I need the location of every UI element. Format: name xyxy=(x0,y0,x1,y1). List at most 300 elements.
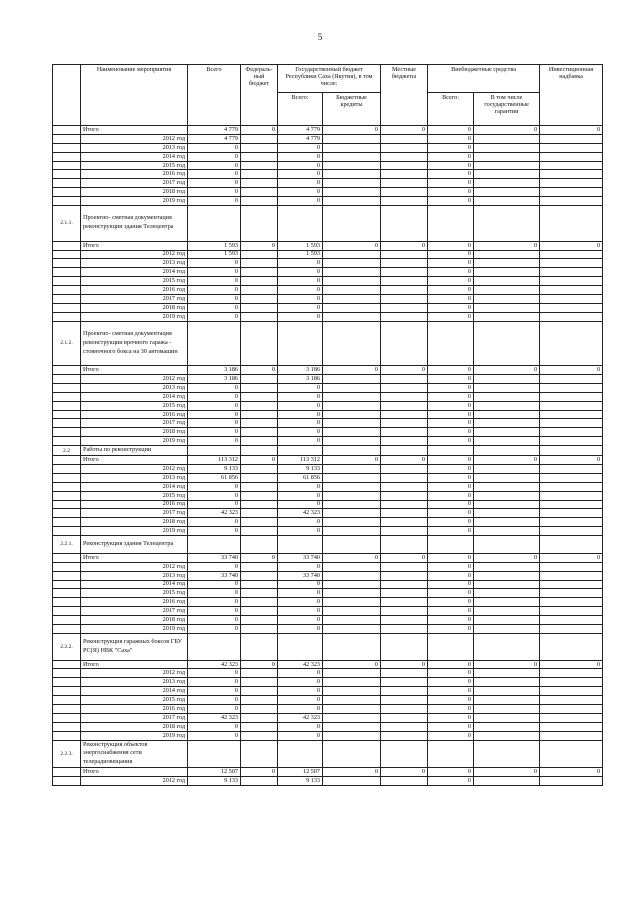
value-state: 0 xyxy=(278,518,323,527)
value-offbudget: 0 xyxy=(428,669,474,678)
value-total: 0 xyxy=(188,518,241,527)
value-guarantees xyxy=(474,268,540,277)
year-label: 2016 год xyxy=(81,170,188,179)
value-state: 0 xyxy=(278,616,323,625)
value-investment xyxy=(540,312,603,321)
value-credits xyxy=(323,607,381,616)
value-offbudget: 0 xyxy=(428,491,474,500)
value-local xyxy=(381,312,428,321)
total-local: 0 xyxy=(381,768,428,777)
value-credits xyxy=(323,687,381,696)
value-guarantees xyxy=(474,589,540,598)
value-total: 0 xyxy=(188,731,241,740)
value-credits xyxy=(323,152,381,161)
value-total: 9 133 xyxy=(188,464,241,473)
value-offbudget: 0 xyxy=(428,509,474,518)
value-credits xyxy=(323,375,381,384)
value-local xyxy=(381,383,428,392)
value-state: 0 xyxy=(278,491,323,500)
value-federal xyxy=(241,268,278,277)
value-offbudget: 0 xyxy=(428,527,474,536)
value-state: 0 xyxy=(278,277,323,286)
value-investment xyxy=(540,188,603,197)
year-row xyxy=(53,375,603,384)
value-guarantees xyxy=(474,419,540,428)
value-total: 0 xyxy=(188,277,241,286)
value-total: 0 xyxy=(188,268,241,277)
empty-cell xyxy=(381,740,428,768)
value-local xyxy=(381,687,428,696)
value-guarantees xyxy=(474,464,540,473)
value-state: 4 779 xyxy=(278,134,323,143)
value-offbudget: 0 xyxy=(428,392,474,401)
value-guarantees xyxy=(474,401,540,410)
total-state: 3 186 xyxy=(278,366,323,375)
value-total: 0 xyxy=(188,491,241,500)
value-total: 0 xyxy=(188,419,241,428)
empty-cell xyxy=(428,633,474,660)
value-state: 0 xyxy=(278,562,323,571)
value-credits xyxy=(323,678,381,687)
year-label: 2013 год xyxy=(81,143,188,152)
value-local xyxy=(381,705,428,714)
value-offbudget: 0 xyxy=(428,170,474,179)
row-code xyxy=(53,777,81,786)
value-federal xyxy=(241,294,278,303)
section-name: Реконструкция гаражных боксов ГБУ РС(Я) НВК "Саха" xyxy=(81,633,188,660)
section-name: Работы по реконструкции xyxy=(81,446,188,456)
empty-cell xyxy=(540,536,603,554)
year-label: 2013 год xyxy=(81,571,188,580)
empty-cell xyxy=(474,536,540,554)
value-local xyxy=(381,277,428,286)
value-local xyxy=(381,197,428,206)
value-state: 0 xyxy=(278,259,323,268)
value-investment xyxy=(540,268,603,277)
value-investment xyxy=(540,437,603,446)
year-row xyxy=(53,713,603,722)
value-investment xyxy=(540,616,603,625)
value-total: 0 xyxy=(188,197,241,206)
value-federal xyxy=(241,491,278,500)
value-total: 0 xyxy=(188,259,241,268)
total-all: 33 740 xyxy=(188,553,241,562)
value-guarantees xyxy=(474,161,540,170)
total-inv: 0 xyxy=(540,126,603,135)
value-local xyxy=(381,392,428,401)
total-row xyxy=(53,241,603,250)
year-row xyxy=(53,722,603,731)
value-federal xyxy=(241,250,278,259)
year-label: 2017 год xyxy=(81,179,188,188)
value-offbudget: 0 xyxy=(428,500,474,509)
header-offbudget-guarantees: В том числе государственные гарантии xyxy=(474,93,540,126)
total-federal: 0 xyxy=(241,241,278,250)
value-state: 0 xyxy=(278,687,323,696)
empty-cell xyxy=(278,206,323,242)
value-state: 0 xyxy=(278,286,323,295)
year-row xyxy=(53,687,603,696)
year-row xyxy=(53,491,603,500)
value-local xyxy=(381,473,428,482)
value-federal xyxy=(241,571,278,580)
row-code xyxy=(53,286,81,295)
value-credits xyxy=(323,419,381,428)
section-header-row xyxy=(53,633,603,660)
year-row xyxy=(53,250,603,259)
total-local: 0 xyxy=(381,456,428,465)
value-total: 1 593 xyxy=(188,250,241,259)
value-local xyxy=(381,161,428,170)
value-total: 42 323 xyxy=(188,713,241,722)
value-state: 0 xyxy=(278,722,323,731)
total-local: 0 xyxy=(381,553,428,562)
year-row xyxy=(53,598,603,607)
year-row xyxy=(53,518,603,527)
year-label: 2018 год xyxy=(81,188,188,197)
value-guarantees xyxy=(474,428,540,437)
value-investment xyxy=(540,473,603,482)
total-label: Итого xyxy=(81,553,188,562)
year-row xyxy=(53,509,603,518)
total-label: Итого xyxy=(81,366,188,375)
value-investment xyxy=(540,161,603,170)
year-label: 2017 год xyxy=(81,509,188,518)
value-credits xyxy=(323,731,381,740)
empty-cell xyxy=(241,633,278,660)
value-federal xyxy=(241,383,278,392)
value-total: 0 xyxy=(188,722,241,731)
value-offbudget: 0 xyxy=(428,696,474,705)
year-label: 2017 год xyxy=(81,419,188,428)
value-local xyxy=(381,678,428,687)
value-investment xyxy=(540,562,603,571)
value-investment xyxy=(540,428,603,437)
value-federal xyxy=(241,722,278,731)
value-offbudget: 0 xyxy=(428,268,474,277)
value-investment xyxy=(540,134,603,143)
empty-cell xyxy=(540,633,603,660)
value-federal xyxy=(241,419,278,428)
row-code xyxy=(53,696,81,705)
value-guarantees xyxy=(474,188,540,197)
header-offbudget: Внебюджетные средства xyxy=(428,65,540,93)
row-code xyxy=(53,179,81,188)
value-credits xyxy=(323,134,381,143)
value-state: 33 740 xyxy=(278,571,323,580)
value-state: 0 xyxy=(278,598,323,607)
value-offbudget: 0 xyxy=(428,134,474,143)
value-guarantees xyxy=(474,509,540,518)
value-investment xyxy=(540,527,603,536)
value-guarantees xyxy=(474,392,540,401)
value-offbudget: 0 xyxy=(428,473,474,482)
value-state: 42 323 xyxy=(278,713,323,722)
value-credits xyxy=(323,669,381,678)
value-federal xyxy=(241,401,278,410)
year-label: 2012 год xyxy=(81,562,188,571)
value-federal xyxy=(241,562,278,571)
value-credits xyxy=(323,197,381,206)
year-label: 2015 год xyxy=(81,277,188,286)
row-code xyxy=(53,518,81,527)
empty-cell xyxy=(381,446,428,456)
total-credits: 0 xyxy=(323,456,381,465)
total-federal: 0 xyxy=(241,456,278,465)
row-code xyxy=(53,473,81,482)
value-state: 0 xyxy=(278,731,323,740)
value-total: 0 xyxy=(188,392,241,401)
value-federal xyxy=(241,437,278,446)
value-investment xyxy=(540,392,603,401)
value-investment xyxy=(540,687,603,696)
year-label: 2013 год xyxy=(81,259,188,268)
section-code: 2.2 xyxy=(53,446,81,456)
value-state: 0 xyxy=(278,383,323,392)
value-total: 0 xyxy=(188,527,241,536)
value-local xyxy=(381,188,428,197)
value-total: 0 xyxy=(188,562,241,571)
row-code xyxy=(53,312,81,321)
year-label: 2017 год xyxy=(81,607,188,616)
total-federal: 0 xyxy=(241,660,278,669)
value-local xyxy=(381,259,428,268)
value-total: 0 xyxy=(188,669,241,678)
value-local xyxy=(381,616,428,625)
header-state: Государственный бюджет Республики Саха (Якутия), в том числе: xyxy=(278,65,381,93)
value-credits xyxy=(323,268,381,277)
value-offbudget: 0 xyxy=(428,303,474,312)
row-code xyxy=(53,268,81,277)
year-row xyxy=(53,705,603,714)
row-code xyxy=(53,294,81,303)
year-row xyxy=(53,312,603,321)
value-total: 0 xyxy=(188,312,241,321)
year-label: 2015 год xyxy=(81,491,188,500)
value-state: 9 133 xyxy=(278,464,323,473)
year-label: 2014 год xyxy=(81,268,188,277)
value-offbudget: 0 xyxy=(428,410,474,419)
year-label: 2015 год xyxy=(81,401,188,410)
value-offbudget: 0 xyxy=(428,464,474,473)
value-total: 0 xyxy=(188,143,241,152)
total-label: Итого xyxy=(81,241,188,250)
empty-cell xyxy=(474,206,540,242)
value-investment xyxy=(540,419,603,428)
value-credits xyxy=(323,286,381,295)
year-label: 2012 год xyxy=(81,777,188,786)
total-row xyxy=(53,553,603,562)
value-local xyxy=(381,419,428,428)
value-local xyxy=(381,375,428,384)
value-state: 42 323 xyxy=(278,509,323,518)
total-state: 12 507 xyxy=(278,768,323,777)
year-label: 2012 год xyxy=(81,134,188,143)
empty-cell xyxy=(474,321,540,366)
year-label: 2014 год xyxy=(81,152,188,161)
value-investment xyxy=(540,722,603,731)
total-guar: 0 xyxy=(474,126,540,135)
empty-cell xyxy=(323,633,381,660)
row-code xyxy=(53,562,81,571)
value-federal xyxy=(241,696,278,705)
value-total: 3 186 xyxy=(188,375,241,384)
year-row xyxy=(53,669,603,678)
value-investment xyxy=(540,607,603,616)
section-code: 2.2.2. xyxy=(53,633,81,660)
table-body xyxy=(53,126,603,786)
value-guarantees xyxy=(474,312,540,321)
value-state: 0 xyxy=(278,312,323,321)
total-inv: 0 xyxy=(540,366,603,375)
value-investment xyxy=(540,277,603,286)
total-federal: 0 xyxy=(241,366,278,375)
value-credits xyxy=(323,392,381,401)
year-row xyxy=(53,383,603,392)
value-investment xyxy=(540,197,603,206)
section-code: 2.1.1. xyxy=(53,206,81,242)
value-credits xyxy=(323,589,381,598)
value-total: 0 xyxy=(188,383,241,392)
value-state: 0 xyxy=(278,500,323,509)
value-credits xyxy=(323,777,381,786)
value-guarantees xyxy=(474,571,540,580)
year-label: 2012 год xyxy=(81,375,188,384)
value-guarantees xyxy=(474,197,540,206)
header-name: Наименование мероприятия xyxy=(81,65,188,126)
value-guarantees xyxy=(474,500,540,509)
value-state: 0 xyxy=(278,589,323,598)
row-code xyxy=(53,607,81,616)
value-federal xyxy=(241,731,278,740)
value-guarantees xyxy=(474,518,540,527)
total-off: 0 xyxy=(428,126,474,135)
empty-cell xyxy=(428,740,474,768)
year-row xyxy=(53,607,603,616)
empty-cell xyxy=(278,740,323,768)
value-federal xyxy=(241,428,278,437)
year-row xyxy=(53,464,603,473)
value-offbudget: 0 xyxy=(428,188,474,197)
total-off: 0 xyxy=(428,768,474,777)
row-code xyxy=(53,616,81,625)
value-credits xyxy=(323,616,381,625)
total-label: Итого xyxy=(81,456,188,465)
value-guarantees xyxy=(474,687,540,696)
value-credits xyxy=(323,410,381,419)
total-row xyxy=(53,126,603,135)
year-label: 2019 год xyxy=(81,197,188,206)
year-label: 2015 год xyxy=(81,161,188,170)
value-local xyxy=(381,294,428,303)
value-federal xyxy=(241,527,278,536)
total-all: 42 323 xyxy=(188,660,241,669)
value-total: 0 xyxy=(188,482,241,491)
value-federal xyxy=(241,170,278,179)
value-guarantees xyxy=(474,437,540,446)
year-row xyxy=(53,143,603,152)
row-code xyxy=(53,678,81,687)
value-federal xyxy=(241,410,278,419)
value-guarantees xyxy=(474,616,540,625)
value-total: 0 xyxy=(188,401,241,410)
value-federal xyxy=(241,312,278,321)
year-row xyxy=(53,303,603,312)
value-offbudget: 0 xyxy=(428,375,474,384)
row-code xyxy=(53,250,81,259)
year-label: 2018 год xyxy=(81,616,188,625)
row-code xyxy=(53,589,81,598)
empty-cell xyxy=(241,206,278,242)
section-header-row xyxy=(53,740,603,768)
value-credits xyxy=(323,713,381,722)
empty-cell xyxy=(241,321,278,366)
year-label: 2019 год xyxy=(81,624,188,633)
value-local xyxy=(381,500,428,509)
total-label: Итого xyxy=(81,768,188,777)
empty-cell xyxy=(188,321,241,366)
value-federal xyxy=(241,598,278,607)
value-local xyxy=(381,143,428,152)
value-offbudget: 0 xyxy=(428,678,474,687)
value-local xyxy=(381,482,428,491)
value-credits xyxy=(323,277,381,286)
value-local xyxy=(381,777,428,786)
value-local xyxy=(381,286,428,295)
value-investment xyxy=(540,777,603,786)
value-offbudget: 0 xyxy=(428,777,474,786)
value-credits xyxy=(323,696,381,705)
year-row xyxy=(53,777,603,786)
year-label: 2013 год xyxy=(81,383,188,392)
section-header-row xyxy=(53,536,603,554)
total-all: 1 593 xyxy=(188,241,241,250)
year-row xyxy=(53,500,603,509)
section-name: Реконструкция здания Телецентра xyxy=(81,536,188,554)
total-federal: 0 xyxy=(241,126,278,135)
total-local: 0 xyxy=(381,366,428,375)
value-credits xyxy=(323,401,381,410)
value-federal xyxy=(241,143,278,152)
total-credits: 0 xyxy=(323,768,381,777)
total-off: 0 xyxy=(428,366,474,375)
row-code xyxy=(53,170,81,179)
value-local xyxy=(381,268,428,277)
year-row xyxy=(53,401,603,410)
value-credits xyxy=(323,598,381,607)
value-total: 42 323 xyxy=(188,509,241,518)
value-offbudget: 0 xyxy=(428,250,474,259)
value-total: 0 xyxy=(188,607,241,616)
value-local xyxy=(381,303,428,312)
value-local xyxy=(381,518,428,527)
value-investment xyxy=(540,464,603,473)
value-total: 0 xyxy=(188,294,241,303)
value-offbudget: 0 xyxy=(428,518,474,527)
value-credits xyxy=(323,303,381,312)
value-state: 0 xyxy=(278,624,323,633)
total-all: 12 507 xyxy=(188,768,241,777)
value-offbudget: 0 xyxy=(428,705,474,714)
row-code xyxy=(53,241,81,250)
value-state: 0 xyxy=(278,294,323,303)
total-local: 0 xyxy=(381,241,428,250)
empty-cell xyxy=(540,740,603,768)
empty-cell xyxy=(323,536,381,554)
value-local xyxy=(381,589,428,598)
year-row xyxy=(53,419,603,428)
value-offbudget: 0 xyxy=(428,383,474,392)
